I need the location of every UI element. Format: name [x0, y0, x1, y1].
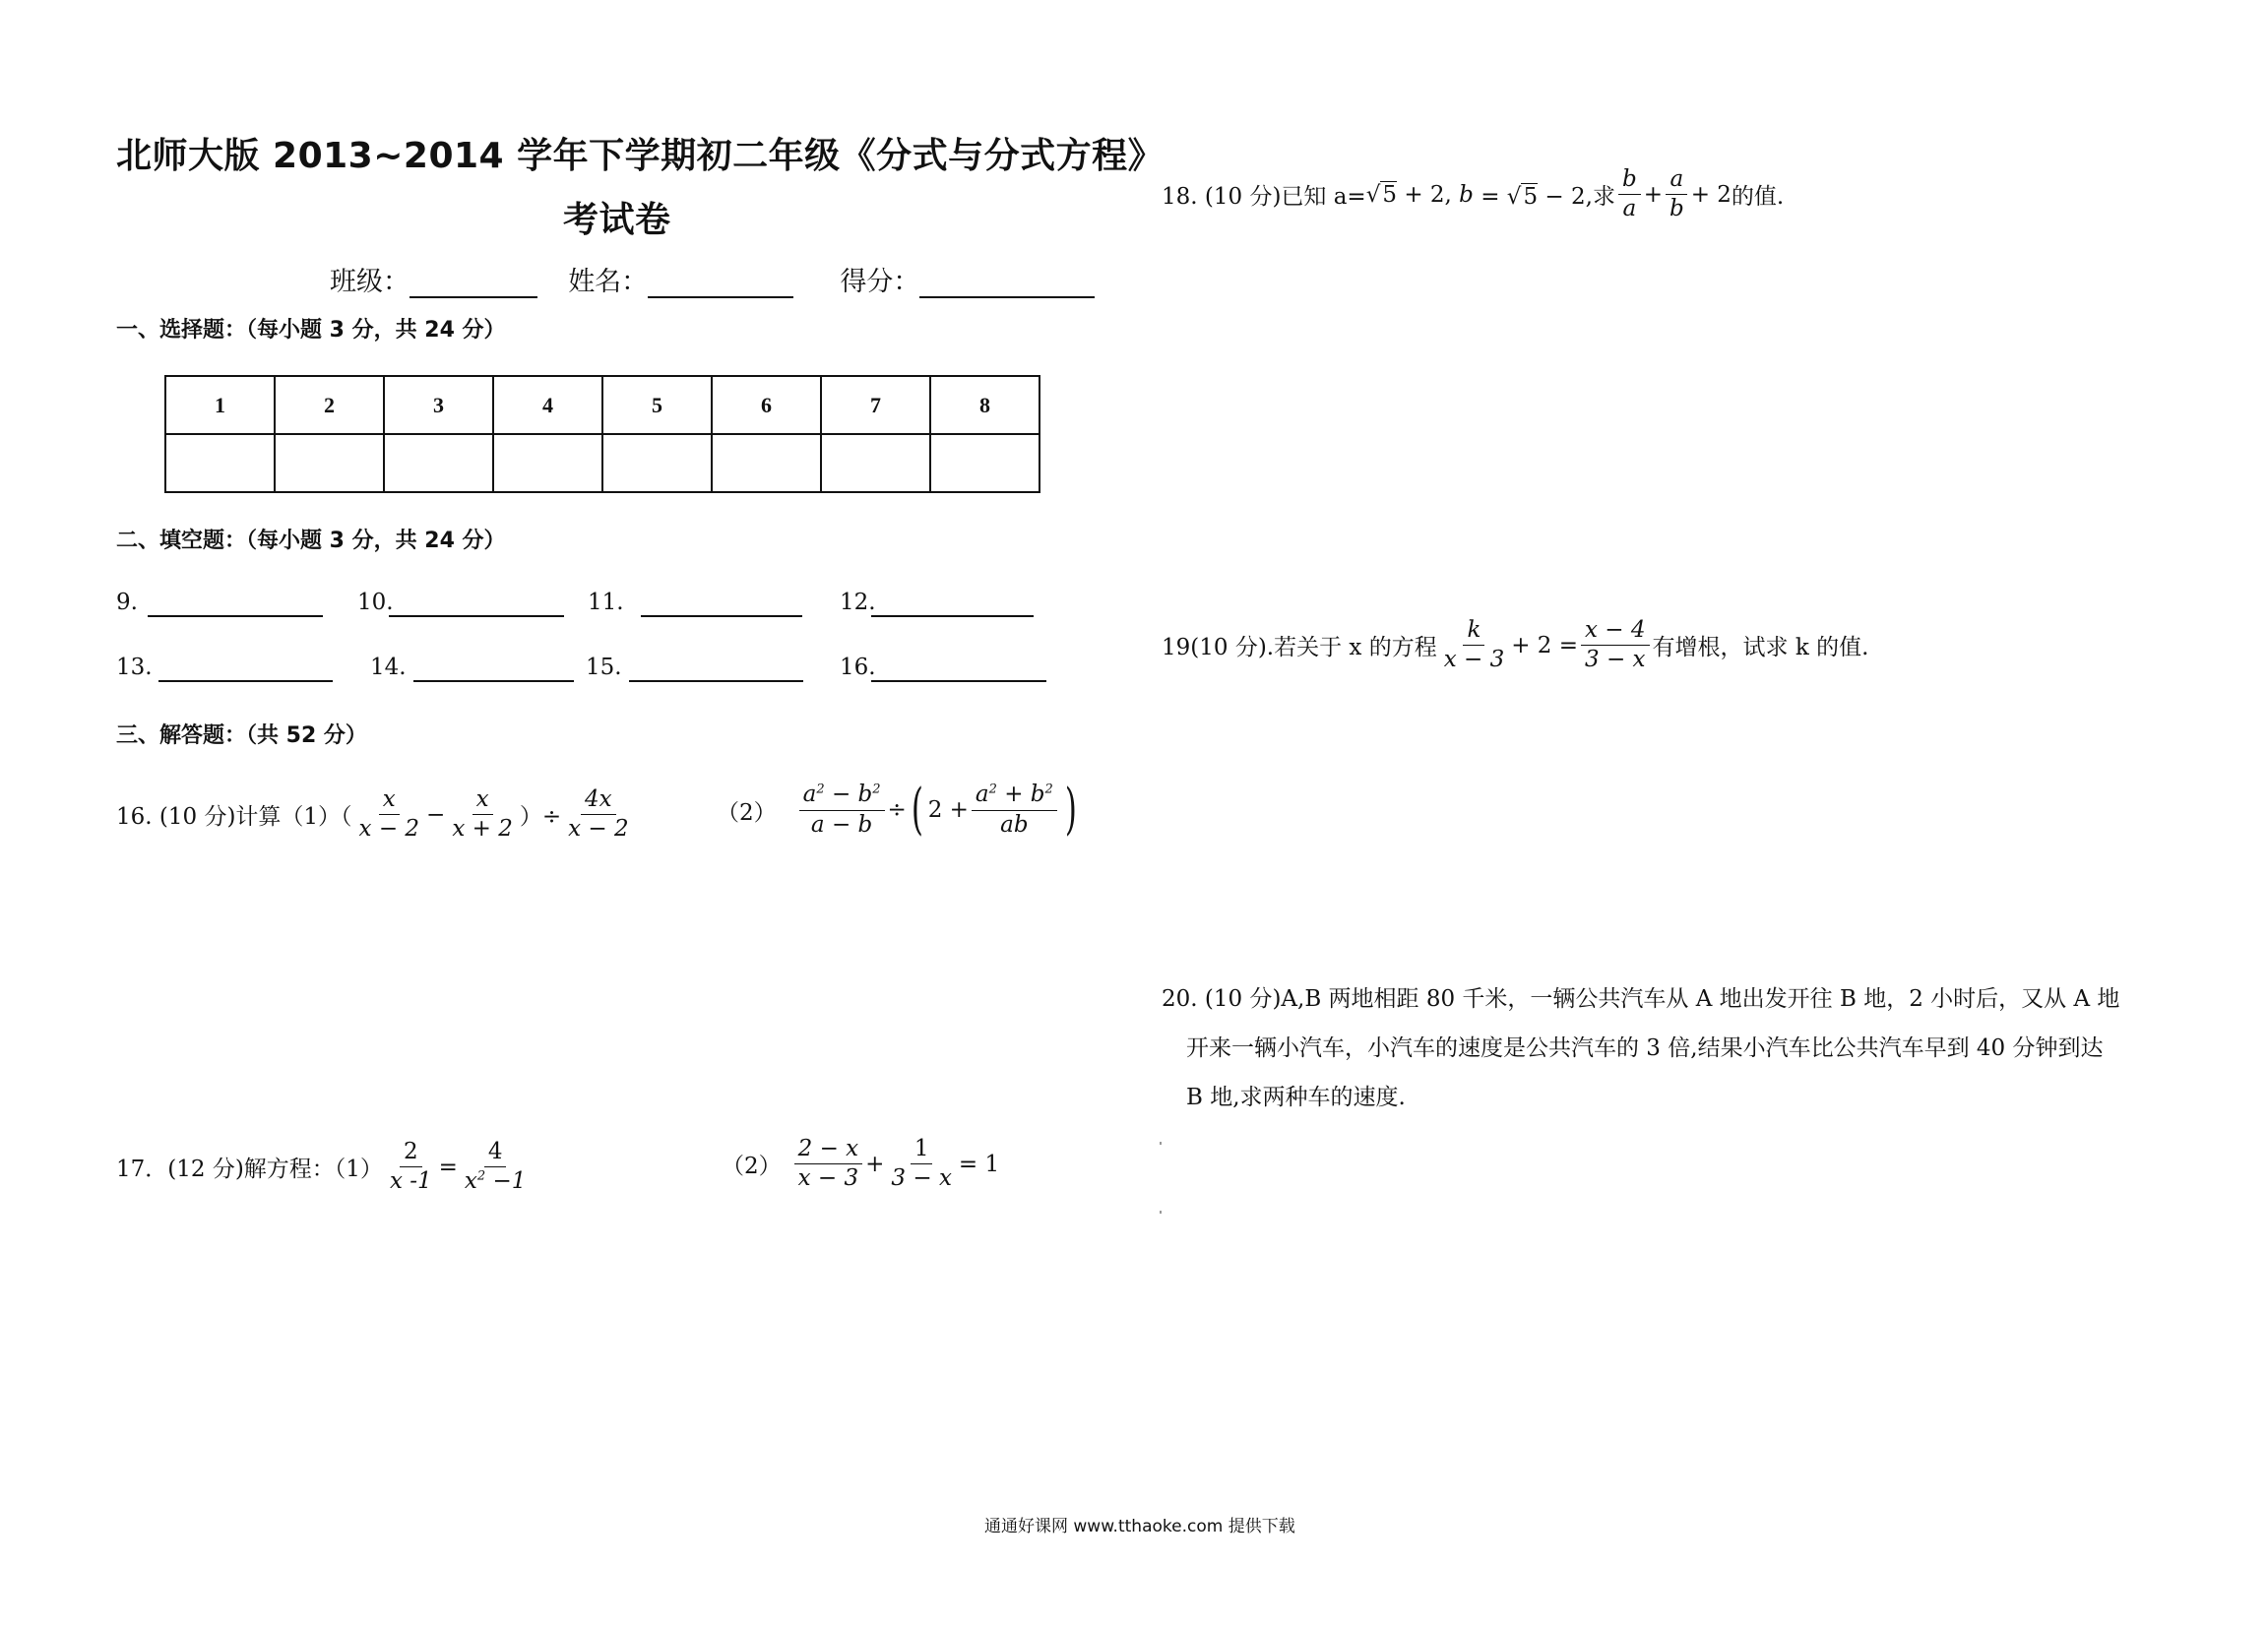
- name-blank[interactable]: [648, 273, 793, 298]
- q17-frac-d: $\frac{1}{3 - x}$: [891, 1136, 952, 1192]
- name-label: 姓名：: [568, 267, 649, 297]
- blank-line-12[interactable]: [871, 592, 1034, 617]
- q16-frac-d: $\frac{a^2 - b^2}{a - b}$: [799, 783, 885, 838]
- score-blank[interactable]: [919, 273, 1095, 298]
- class-blank[interactable]: [410, 273, 537, 298]
- section2-heading: 二、填空题：（每小题 3 分，共 24 分）: [116, 529, 506, 553]
- blank-label-16: 16.: [840, 655, 876, 680]
- question-16-part1: 16. (10 分)计算（1）（ $\frac{x}{x - 2}$ − $\frac{x}{x + 2}$ ）÷ $\frac{4x}{x - 2}$: [116, 787, 636, 843]
- q17-part2-label: （2）: [722, 1154, 782, 1180]
- class-label: 班级：: [330, 267, 410, 297]
- score-label: 得分：: [840, 267, 920, 297]
- answer-table-header-row: [165, 376, 1040, 434]
- question-20-line3: B 地,求两种车的速度.: [1186, 1085, 1406, 1110]
- scan-mark: [1160, 1142, 1162, 1145]
- q18-label: 18. (10 分)已知 a=: [1162, 184, 1366, 211]
- blank-line-11[interactable]: [641, 592, 802, 617]
- q19-tail: 有增根，试求 k 的值.: [1652, 635, 1869, 661]
- blank-label-13: 13.: [116, 655, 153, 680]
- footer-text: 通通好课网 www.tthaoke.com 提供下载: [984, 1517, 1295, 1536]
- answer-col-7: 7: [821, 376, 930, 434]
- answer-col-5: 5: [602, 376, 712, 434]
- blank-label-15: 15.: [586, 655, 622, 680]
- question-18: 18. (10 分)已知 a= √5 + 2, b = √5 − 2,求 $\frac{b}{a}$ + $\frac{a}{b}$ + 2 的值.: [1162, 166, 1785, 222]
- q18-tail: 的值.: [1731, 184, 1785, 211]
- q18-frac-b: $\frac{a}{b}$: [1666, 167, 1688, 222]
- blank-label-11: 11.: [588, 590, 624, 615]
- answer-cell-6[interactable]: [712, 434, 821, 492]
- q17-label: 17．(12 分)解方程：（1）: [116, 1157, 383, 1183]
- blank-line-13[interactable]: [158, 657, 333, 682]
- answer-table-body-row: [165, 434, 1040, 492]
- answer-cell-3[interactable]: [384, 434, 493, 492]
- q16-frac-b: $\frac{x}{x + 2}$: [452, 786, 513, 843]
- answer-col-6: 6: [712, 376, 821, 434]
- blank-label-10: 10.: [357, 590, 394, 615]
- section3-heading: 三、解答题：（共 52 分）: [116, 723, 367, 748]
- answer-cell-7[interactable]: [821, 434, 930, 492]
- exam-title-line1: 北师大版 2013~2014 学年下学期初二年级《分式与分式方程》: [116, 136, 1165, 176]
- blank-line-15[interactable]: [629, 657, 803, 682]
- q17-frac-c: $\frac{2 - x}{x - 3}$: [794, 1137, 863, 1192]
- answer-col-8: 8: [930, 376, 1040, 434]
- student-info-row: [330, 260, 1095, 298]
- q17-frac-a: $\frac{2}{x -1}$: [389, 1139, 432, 1195]
- question-20-line1: 20. (10 分)A,B 两地相距 80 千米，一辆公共汽车从 A 地出发开往 B 地，2 小时后，又从 A 地: [1162, 986, 2120, 1012]
- question-20-line2: 开来一辆小汽车，小汽车的速度是公共汽车的 3 倍,结果小汽车比公共汽车早到 40 分钟到达: [1186, 1035, 2104, 1061]
- q19-frac-a: $\frac{k}{x - 3}$: [1443, 617, 1505, 673]
- q16-frac-a: $\frac{x}{x - 2}$: [358, 786, 420, 843]
- q16-close: ）÷: [519, 804, 562, 831]
- question-17-part1: 17．(12 分)解方程：（1） $\frac{2}{x -1}$ = $\frac{4}{x^2 -1}$: [116, 1140, 533, 1195]
- answer-cell-5[interactable]: [602, 434, 712, 492]
- exam-title-line2: 考试卷: [563, 200, 671, 240]
- q17-frac-b: $\frac{4}{x^2 -1}$: [464, 1139, 527, 1195]
- answer-col-1: 1: [165, 376, 275, 434]
- q19-label: 19(10 分).若关于 x 的方程: [1162, 635, 1437, 661]
- blank-line-10[interactable]: [389, 592, 564, 617]
- q19-frac-b: $\frac{x - 4}{3 - x}$: [1581, 618, 1650, 673]
- scan-mark: [1160, 1211, 1162, 1214]
- answer-col-3: 3: [384, 376, 493, 434]
- question-19: 19(10 分).若关于 x 的方程 $\frac{k}{x - 3}$ + 2 = $\frac{x - 4}{3 - x}$ 有增根，试求 k 的值.: [1162, 617, 1869, 673]
- blank-label-12: 12.: [840, 590, 876, 615]
- answer-table: [164, 375, 1040, 493]
- blank-line-9[interactable]: [148, 592, 323, 617]
- blank-label-9: 9.: [116, 590, 138, 615]
- q16-label: 16. (10 分)计算（1）（: [116, 804, 352, 831]
- answer-col-2: 2: [275, 376, 384, 434]
- blank-line-14[interactable]: [413, 657, 574, 682]
- question-16-part2: （2） $\frac{a^2 - b^2}{a - b}$ ÷ ( 2 + $\frac{a^2 + b^2}{ab}$ ): [717, 778, 1077, 842]
- q16-frac-e: $\frac{a^2 + b^2}{ab}$: [972, 783, 1057, 838]
- answer-cell-4[interactable]: [493, 434, 602, 492]
- q18-frac-a: $\frac{b}{a}$: [1618, 167, 1641, 222]
- section1-heading: 一、选择题：（每小题 3 分，共 24 分）: [116, 318, 506, 343]
- answer-cell-8[interactable]: [930, 434, 1040, 492]
- blank-line-16[interactable]: [871, 657, 1046, 682]
- blank-label-14: 14.: [370, 655, 407, 680]
- q16-frac-c: $\frac{4x}{x - 2}$: [568, 786, 629, 843]
- answer-cell-1[interactable]: [165, 434, 275, 492]
- blank-9: [116, 590, 138, 615]
- q16-part2-label: （2）: [717, 799, 777, 826]
- answer-col-4: 4: [493, 376, 602, 434]
- question-17-part2: （2） $\frac{2 - x}{x - 3}$ + $\frac{1}{3 - x}$ = 1: [722, 1136, 1000, 1192]
- answer-cell-2[interactable]: [275, 434, 384, 492]
